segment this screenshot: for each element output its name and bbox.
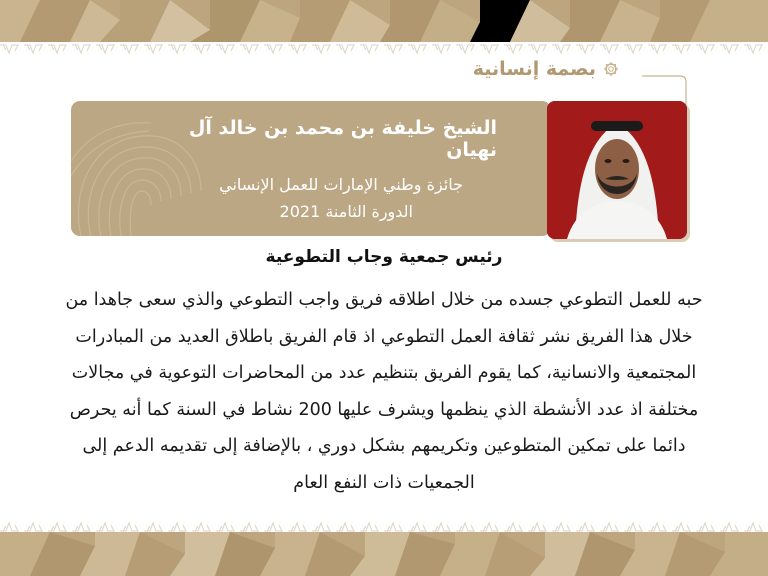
ornament-star-icon [602, 60, 620, 78]
top-decorative-band [0, 0, 768, 42]
bio-line: الجمعيات ذات النفع العام [293, 472, 475, 493]
award-edition: الدورة الثامنة 2021 [279, 202, 413, 221]
bio-line: خلال هذا الفريق نشر ثقافة العمل التطوعي اذ قام الفريق باطلاق العديد من المبادرات [75, 326, 693, 347]
bio-line: مختلفة اذ عدد الأنشطة الذي ينظمها ويشرف عليها 200 نشاط في السنة كما أنه يحرص [69, 399, 699, 420]
bio-line: دائما على تمكين المتطوعين وتكريمهم بشكل دوري ، بالإضافة إلى تقديمه الدعم إلى [82, 436, 686, 456]
lace-pattern-icon [0, 43, 768, 56]
biography-text [14, 282, 754, 501]
brand-title: بصمة إنسانية [472, 58, 596, 80]
bottom-decorative-band [0, 532, 768, 576]
top-lace-border [0, 42, 768, 56]
bio-line: المجتمعية والانسانية، كما يقوم الفريق بتنظيم عدد من المحاضرات التوعوية في مجالات [71, 363, 697, 383]
honoree-name: الشيخ خليفة بن محمد بن خالد آل نهيان [188, 117, 497, 161]
polygon-pattern-icon [0, 532, 768, 576]
polygon-pattern-icon [0, 0, 768, 42]
bottom-lace-border [0, 518, 768, 532]
role-title: رئيس جمعية وجاب التطوعية [265, 247, 503, 267]
person-portrait-icon [547, 101, 687, 239]
brand-label [473, 58, 620, 80]
bio-line: حبه للعمل التطوعي جسده من خلال اطلاقه فريق واجب التطوعي والذي سعى جاهدا من [65, 290, 703, 310]
lace-pattern-icon [0, 519, 768, 532]
info-panel [71, 101, 551, 236]
award-title: جائزة وطني الإمارات للعمل الإنساني [219, 175, 463, 194]
portrait-photo [547, 101, 687, 239]
